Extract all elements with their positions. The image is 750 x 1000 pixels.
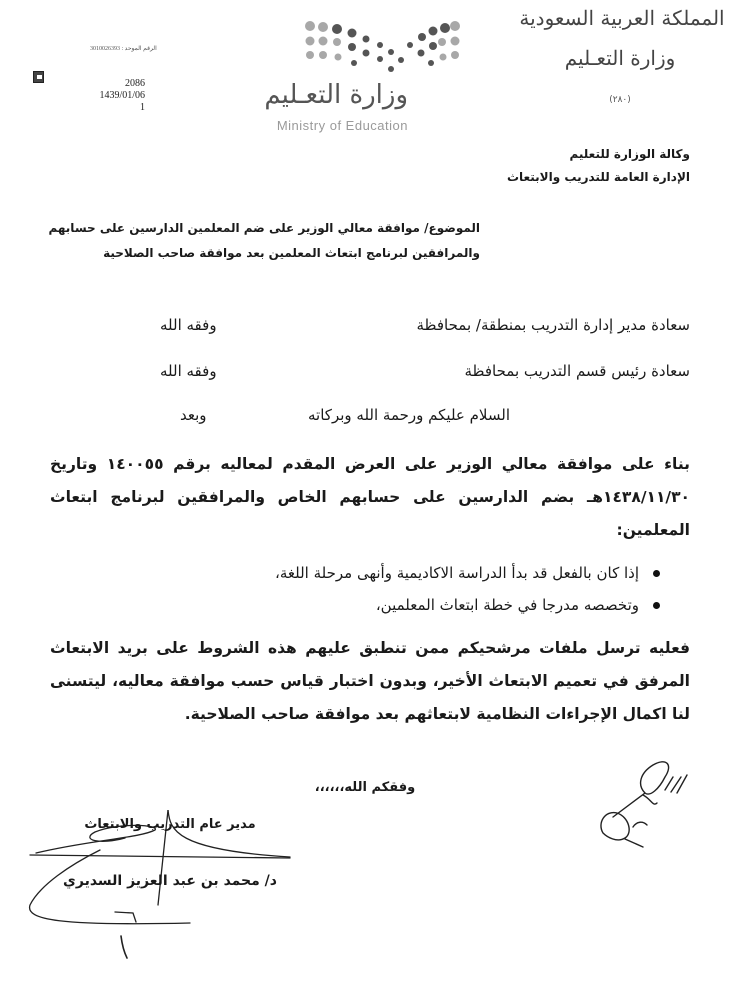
reference-attachments: 1 — [140, 102, 145, 113]
logo-arabic-text: وزارة التعـليم — [264, 80, 408, 110]
conditions-list — [160, 557, 660, 621]
ministry-title: وزارة التعـليم — [564, 46, 676, 70]
addressee-2-suffix: وفقه الله — [160, 362, 217, 380]
signature-right-icon — [595, 755, 715, 855]
signatory-name: د/ محمد بن عبد العزيز السديري — [63, 873, 277, 889]
list-item-text: إذا كان بالفعل قد بدأ الدراسة الاكاديمية وأنهى مرحلة اللغة، — [275, 564, 639, 582]
logo-english-text: Ministry of Education — [276, 118, 408, 133]
office-code: (٢٨٠) — [609, 95, 631, 105]
handwritten-page-number-icon — [105, 930, 135, 965]
subject-line-2: والمرافقين لبرنامج ابتعاث المعلمين بعد موافقة صاحب الصلاحية — [103, 246, 480, 260]
list-item — [160, 557, 660, 589]
list-item — [160, 589, 660, 621]
ministry-logo-icon — [300, 20, 460, 82]
bullet-icon — [653, 570, 660, 577]
list-item-text: وتخصصه مدرجا في خطة ابتعاث المعلمين، — [375, 596, 639, 614]
reference-block — [95, 78, 145, 114]
addressee-1: سعادة مدير إدارة التدريب بمنطقة/ بمحافظة — [416, 316, 690, 334]
body-paragraph-1: بناء على موافقة معالي الوزير على العرض المقدم لمعاليه برقم ١٤٠٠٥٥ وتاريخ ١٤٣٨/١١/٣٠هـ بضم الدارسين على حسابهم الخاص والمرافقين لبرنامج ابتعاث المعلمين: — [50, 455, 690, 539]
subject-line-1: الموضوع/ موافقة معالي الوزير على ضم المعلمين الدارسين على حسابهم — [48, 221, 480, 235]
unified-reference: الرقم الموحد : 3010026393 — [90, 46, 157, 52]
barcode-stamp-icon — [33, 71, 44, 83]
kingdom-title: المملكة العربية السعودية — [519, 6, 725, 30]
bullet-icon — [653, 602, 660, 609]
addressee-2: سعادة رئيس قسم التدريب بمحافظة — [464, 362, 690, 380]
signatory-title: مدير عام التدريب والابتعاث — [84, 817, 256, 832]
greeting: السلام عليكم ورحمة الله وبركاته — [308, 406, 510, 424]
reference-date: 1439/01/06 — [99, 90, 145, 101]
closing-text: وفقكم الله،،،،،، — [314, 780, 416, 795]
reference-number: 2086 — [125, 78, 145, 89]
department-name: الإدارة العامة للتدريب والابتعاث — [506, 170, 690, 184]
addressee-1-suffix: وفقه الله — [160, 316, 217, 334]
body-paragraph-2: فعليه ترسل ملفات مرشحيكم ممن تنطبق عليهم هذه الشروط على بريد الابتعاث المرفق في تعميم الابتعاث الأخير، وبدون اختبار قياس حسب موافقة معاليه، ليتسنى لنا اكمال الإجراءات النظامية لابتعاثهم بعد موافقة صاحب الصلاحية. — [50, 639, 690, 723]
greeting-suffix: وبعد — [180, 406, 207, 424]
agency-name: وكالة الوزارة للتعليم — [569, 147, 690, 161]
